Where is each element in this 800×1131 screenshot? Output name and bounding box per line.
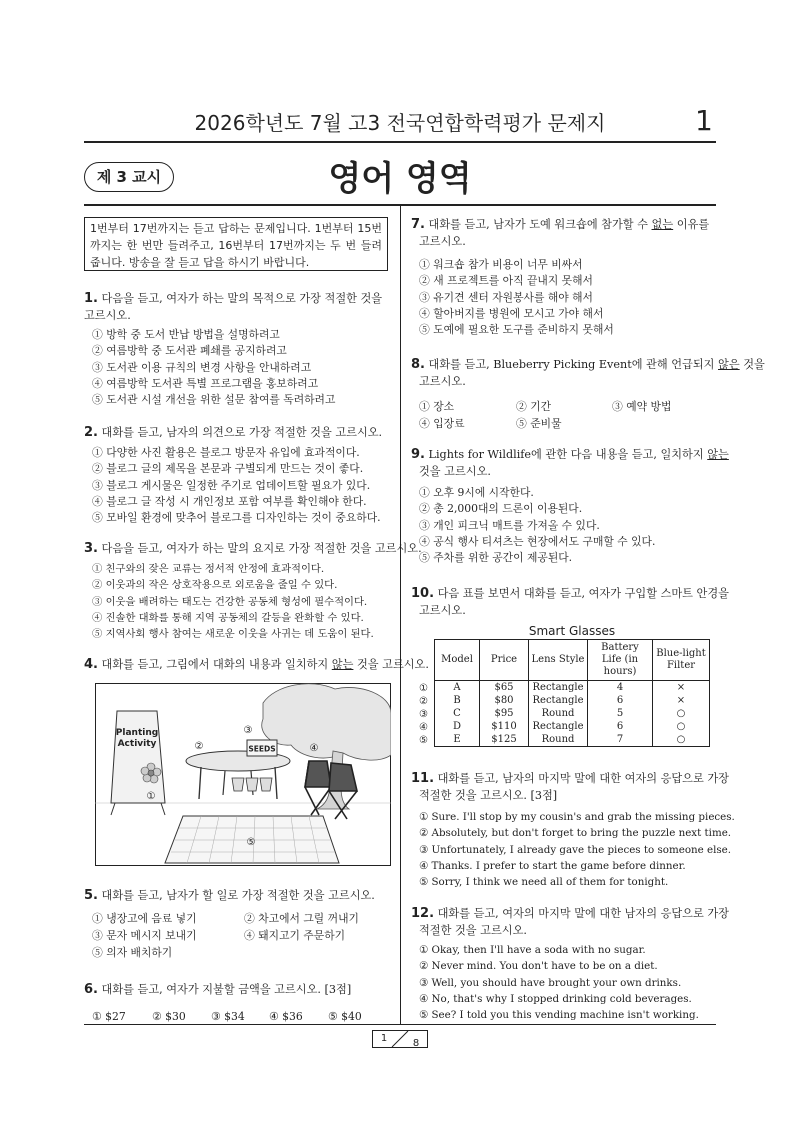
option[interactable]: ① 워크숍 참가 비용이 너무 비싸서 bbox=[419, 258, 583, 271]
seeds-label: SEEDS bbox=[248, 744, 276, 754]
column-header: Blue-light Filter bbox=[653, 640, 710, 681]
table-cell: Rectangle bbox=[529, 681, 588, 695]
question-9 bbox=[411, 446, 729, 480]
footer-rule bbox=[84, 1024, 716, 1025]
subject-title: 영어 영역 bbox=[328, 159, 472, 199]
table-cell: Rectangle bbox=[529, 720, 588, 733]
option-list bbox=[419, 809, 735, 890]
option-3[interactable]: ③ 예약 방법 bbox=[612, 400, 672, 413]
option[interactable]: ⑤ See? I told you this vending machine isn't working. bbox=[419, 1009, 699, 1022]
option-1[interactable]: ① 냉장고에 음료 넣기 bbox=[92, 912, 197, 925]
question-stem-line2: 고르시오. bbox=[419, 235, 466, 248]
option[interactable]: ⑤ 주차를 위한 공간이 제공된다. bbox=[419, 551, 573, 565]
mark-2: ② bbox=[194, 741, 204, 752]
option[interactable]: ③ 이웃을 배려하는 태도는 건강한 공동체 형성에 필수적이다. bbox=[92, 595, 368, 608]
option-3[interactable]: ③ $34 bbox=[211, 1010, 245, 1023]
header-rule bbox=[84, 141, 716, 143]
table-cell: × bbox=[653, 681, 710, 695]
option[interactable]: ④ No, that's why I stopped drinking cold beverages. bbox=[419, 992, 692, 1005]
table-cell: $125 bbox=[480, 733, 529, 747]
column-header: Price bbox=[480, 640, 529, 681]
mark-1: ① bbox=[146, 791, 156, 802]
table-cell: A bbox=[435, 681, 480, 695]
option[interactable]: ① 친구와의 잦은 교류는 정서적 안정에 효과적이다. bbox=[92, 563, 325, 575]
row-mark[interactable]: ① bbox=[419, 683, 428, 694]
question-1 bbox=[84, 290, 394, 324]
table-cell: 5 bbox=[588, 707, 653, 720]
question-12 bbox=[411, 905, 729, 939]
option[interactable]: ⑤ 지역사회 행사 참여는 새로운 이웃을 사귀는 데 도움이 된다. bbox=[92, 628, 374, 641]
option-2[interactable]: ② $30 bbox=[152, 1010, 186, 1023]
table-cell: D bbox=[435, 720, 480, 733]
total-pages: 8 bbox=[412, 1038, 420, 1048]
table-cell: ○ bbox=[653, 720, 710, 733]
question-stem-line2: 것을 고르시오. bbox=[419, 465, 491, 478]
option[interactable]: ① 오후 9시에 시작한다. bbox=[419, 486, 534, 499]
sign-line-1: Planting bbox=[115, 728, 159, 738]
question-stem-end: 것을 고르시오. bbox=[353, 658, 429, 671]
table-row bbox=[435, 720, 710, 733]
page-number: 1 bbox=[695, 104, 713, 137]
period-badge: 제 3 교시 bbox=[84, 162, 174, 192]
sign-line-2: Activity bbox=[117, 739, 157, 749]
question-5 bbox=[84, 887, 400, 904]
smart-glasses-table bbox=[434, 639, 710, 747]
table-cell: 6 bbox=[588, 694, 653, 707]
question-number: 9. bbox=[411, 447, 425, 462]
option[interactable]: ① Okay, then I'll have a soda with no sugar. bbox=[419, 944, 646, 956]
question-stem-end: 것을 bbox=[739, 358, 765, 371]
option[interactable]: ⑤ Sorry, I think we need all of them for tonight. bbox=[419, 876, 669, 889]
table-cell: $65 bbox=[480, 681, 529, 695]
option[interactable]: ③ 블로그 게시물은 일정한 주기로 업데이트할 필요가 있다. bbox=[92, 478, 371, 492]
table-cell: Rectangle bbox=[529, 694, 588, 707]
question-stem: 대화를 듣고, 남자의 의견으로 가장 적절한 것을 고르시오. bbox=[101, 426, 383, 439]
column-header: Battery Life (in hours) bbox=[588, 640, 653, 681]
question-11 bbox=[411, 770, 729, 804]
picnic-scene-illustration bbox=[95, 683, 391, 866]
question-stem-line2: 적절한 것을 고르시오. bbox=[419, 924, 527, 937]
table-cell: ○ bbox=[653, 733, 710, 747]
row-mark[interactable]: ② bbox=[419, 696, 428, 707]
option[interactable]: ② 여름방학 중 도서관 폐쇄를 공지하려고 bbox=[92, 344, 287, 358]
option-1[interactable]: ① $27 bbox=[92, 1010, 126, 1023]
question-number: 2. bbox=[84, 425, 98, 440]
table-cell: × bbox=[653, 694, 710, 707]
option-list bbox=[92, 561, 374, 642]
option[interactable]: ④ 할아버지를 병원에 모시고 가야 해서 bbox=[419, 306, 604, 320]
option[interactable]: ⑤ 도서관 시설 개선을 위한 설문 참여를 독려하려고 bbox=[92, 393, 336, 407]
option[interactable]: ① Sure. I'll stop by my cousin's and grab the missing pieces. bbox=[419, 811, 735, 823]
exam-title: 2026학년도 7월 고3 전국연합학력평가 문제지 bbox=[194, 111, 606, 135]
question-number: 4. bbox=[84, 657, 98, 672]
underlined-word: 없는 bbox=[651, 218, 674, 231]
table-cell: E bbox=[435, 733, 480, 747]
option[interactable]: ⑤ 도예에 필요한 도구를 준비하지 못해서 bbox=[419, 323, 614, 337]
option-5[interactable]: ⑤ $40 bbox=[328, 1010, 362, 1023]
question-number: 5. bbox=[84, 888, 98, 903]
question-stem: 대화를 듣고, 여자의 마지막 말에 대한 남자의 응답으로 가장 bbox=[437, 907, 729, 920]
row-mark[interactable]: ④ bbox=[419, 722, 428, 733]
option[interactable]: ② Never mind. You don't have to be on a diet. bbox=[419, 960, 658, 973]
option[interactable]: ③ 도서관 이용 규칙의 변경 사항을 안내하려고 bbox=[92, 360, 312, 374]
question-stem-line2: 고르시오. bbox=[419, 604, 466, 617]
table-cell: ○ bbox=[653, 707, 710, 720]
question-number: 10. bbox=[411, 586, 435, 601]
table-title: Smart Glasses bbox=[528, 624, 616, 638]
option[interactable]: ③ 유기견 센터 자원봉사를 해야 해서 bbox=[419, 290, 593, 304]
question-stem: 대화를 듣고, 그림에서 대화의 내용과 일치하지 bbox=[101, 658, 332, 671]
table-cell: 6 bbox=[588, 720, 653, 733]
option-4[interactable]: ④ 입장료 bbox=[419, 417, 465, 430]
mark-3: ③ bbox=[243, 725, 253, 736]
table-row bbox=[435, 681, 710, 695]
table-row bbox=[435, 694, 710, 707]
question-stem: Lights for Wildlife에 관한 다음 내용을 듣고, 일치하지 bbox=[428, 448, 708, 461]
mark-4: ④ bbox=[309, 743, 319, 754]
question-stem: 대화를 듣고, 남자의 마지막 말에 대한 여자의 응답으로 가장 bbox=[437, 772, 729, 785]
question-stem: 대화를 듣고, 남자가 도예 워크숍에 참가할 수 bbox=[428, 218, 652, 231]
question-4 bbox=[84, 656, 429, 673]
option-list bbox=[419, 942, 699, 1023]
option-5[interactable]: ⑤ 준비물 bbox=[516, 417, 562, 430]
question-number: 8. bbox=[411, 357, 425, 372]
question-stem: 다음 표를 보면서 대화를 듣고, 여자가 구입할 스마트 안경을 bbox=[437, 587, 729, 600]
option[interactable]: ③ 개인 피크닉 매트를 가져올 수 있다. bbox=[419, 518, 600, 532]
question-stem: 대화를 듣고, 여자가 지불할 금액을 고르시오. [3점] bbox=[101, 983, 352, 996]
question-8 bbox=[411, 356, 765, 390]
option[interactable]: ② 블로그 글의 제목을 본문과 구별되게 만드는 것이 좋다. bbox=[92, 462, 364, 476]
table-row bbox=[435, 733, 710, 747]
row-mark[interactable]: ③ bbox=[419, 709, 428, 720]
underlined-word: 않는 bbox=[707, 448, 729, 461]
option-5[interactable]: ⑤ 의자 배치하기 bbox=[92, 946, 173, 959]
option[interactable]: ① 다양한 사진 활용은 블로그 방문자 유입에 효과적이다. bbox=[92, 446, 360, 459]
table-cell: C bbox=[435, 707, 480, 720]
column-header: Lens Style bbox=[529, 640, 588, 681]
option-list bbox=[92, 445, 381, 526]
table-row bbox=[435, 707, 710, 720]
question-6 bbox=[84, 981, 400, 998]
mark-5: ⑤ bbox=[246, 837, 256, 848]
column-divider bbox=[400, 206, 401, 1024]
table-cell: B bbox=[435, 694, 480, 707]
question-stem: 대화를 듣고, 남자가 할 일로 가장 적절한 것을 고르시오. bbox=[101, 889, 375, 902]
table-cell: Round bbox=[529, 707, 588, 720]
option-list bbox=[419, 485, 655, 566]
question-stem: 다음을 듣고, 여자가 하는 말의 요지로 가장 적절한 것을 고르시오. bbox=[101, 542, 422, 555]
question-stem-line2: 고르시오. bbox=[419, 375, 466, 388]
table-cell: Round bbox=[529, 733, 588, 747]
table-cell: 4 bbox=[588, 681, 653, 695]
option[interactable]: ② 이웃과의 작은 상호작용으로 외로움을 줄일 수 있다. bbox=[92, 579, 338, 592]
option[interactable]: ⑤ 모바일 환경에 맞추어 블로그를 디자인하는 것이 중요하다. bbox=[92, 511, 381, 525]
option[interactable]: ② Absolutely, but don't forget to bring the puzzle next time. bbox=[419, 827, 732, 840]
option[interactable]: ① 방학 중 도서 반납 방법을 설명하려고 bbox=[92, 328, 280, 341]
question-7 bbox=[411, 216, 721, 250]
option-4[interactable]: ④ $36 bbox=[269, 1010, 303, 1023]
option-1[interactable]: ① 장소 bbox=[419, 400, 455, 413]
question-stem-end: 이유를 bbox=[673, 218, 710, 231]
option-list bbox=[419, 257, 614, 338]
option[interactable]: ② 총 2,000대의 드론이 이용된다. bbox=[419, 502, 583, 516]
option-4[interactable]: ④ 돼지고기 주문하기 bbox=[244, 929, 346, 942]
listening-notice: 1번부터 17번까지는 듣고 답하는 문제입니다. 1번부터 15번까지는 한 번만 들려주고, 16번부터 17번까지는 두 번 들려줍니다. 방송을 잘 듣고 답을 하시기 바랍니다. bbox=[84, 217, 388, 271]
question-number: 1. bbox=[84, 291, 98, 306]
option-3[interactable]: ③ 문자 메시지 보내기 bbox=[92, 929, 197, 942]
option[interactable]: ④ 블로그 글 작성 시 개인정보 포함 여부를 확인해야 한다. bbox=[92, 494, 367, 508]
table-header-row bbox=[435, 640, 710, 681]
option[interactable]: ④ Thanks. I prefer to start the game before dinner. bbox=[419, 859, 686, 872]
option-2[interactable]: ② 차고에서 그릴 꺼내기 bbox=[244, 912, 359, 925]
option[interactable]: ③ Well, you should have brought your own drinks. bbox=[419, 976, 682, 989]
question-10 bbox=[411, 585, 729, 619]
question-2 bbox=[84, 424, 394, 441]
question-number: 7. bbox=[411, 217, 425, 232]
option[interactable]: ④ 공식 행사 티셔츠는 현장에서도 구매할 수 있다. bbox=[419, 534, 656, 548]
question-stem-line2: 적절한 것을 고르시오. [3점] bbox=[419, 789, 558, 802]
table-cell: 7 bbox=[588, 733, 653, 747]
question-stem: 다음을 듣고, 여자가 하는 말의 목적으로 가장 적절한 것을 고르시오. bbox=[84, 292, 383, 322]
question-number: 6. bbox=[84, 982, 98, 997]
table-row-marks bbox=[419, 682, 428, 747]
table-cell: $80 bbox=[480, 694, 529, 707]
table-cell: $95 bbox=[480, 707, 529, 720]
planting-activity-sign bbox=[111, 711, 165, 815]
question-number: 12. bbox=[411, 906, 435, 921]
option-list bbox=[92, 327, 335, 408]
question-number: 3. bbox=[84, 541, 98, 556]
row-mark[interactable]: ⑤ bbox=[419, 735, 428, 746]
underlined-word: 않은 bbox=[718, 358, 740, 371]
page-indicator bbox=[372, 1030, 428, 1048]
table-cell: $110 bbox=[480, 720, 529, 733]
question-3 bbox=[84, 540, 422, 557]
column-header: Model bbox=[435, 640, 480, 681]
current-page: 1 bbox=[380, 1033, 388, 1044]
underlined-word: 않는 bbox=[331, 658, 354, 671]
option[interactable]: ④ 여름방학 도서관 특별 프로그램을 홍보하려고 bbox=[92, 376, 319, 390]
option-2[interactable]: ② 기간 bbox=[516, 400, 552, 413]
option[interactable]: ② 새 프로젝트를 아직 끝내지 못해서 bbox=[419, 274, 593, 288]
option[interactable]: ③ Unfortunately, I already gave the pieces to someone else. bbox=[419, 843, 732, 856]
option[interactable]: ④ 진솔한 대화를 통해 지역 공동체의 갈등을 완화할 수 있다. bbox=[92, 611, 364, 624]
flower-pots bbox=[232, 778, 272, 791]
question-stem: 대화를 듣고, Blueberry Picking Event에 관해 언급되지 bbox=[428, 358, 719, 371]
question-number: 11. bbox=[411, 771, 435, 786]
